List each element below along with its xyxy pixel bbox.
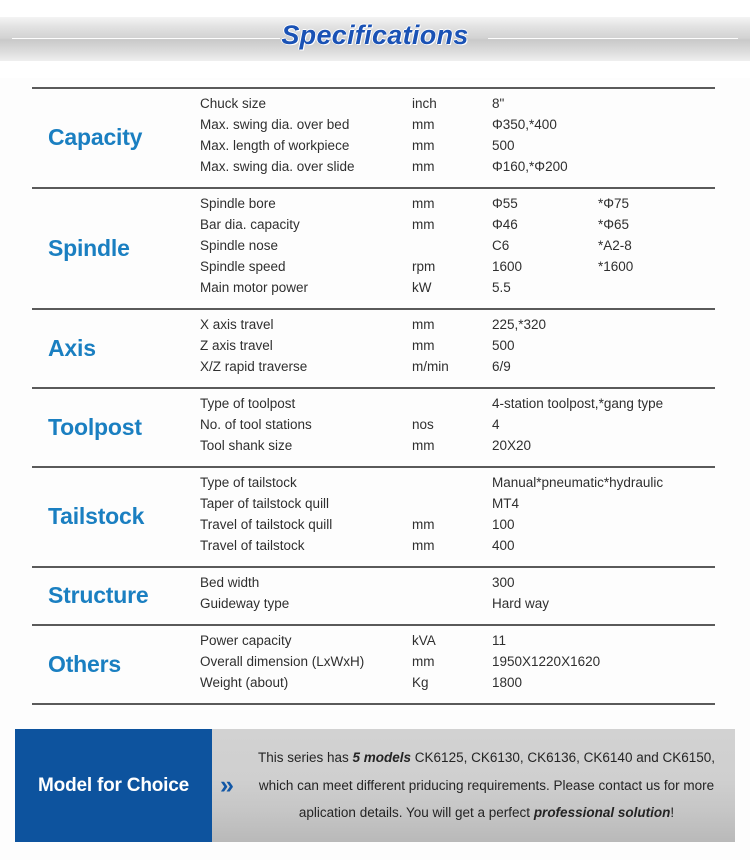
footer-text-run: CK6125, CK6130, CK6136, CK6140 and CK6150, which can meet different priducing requirements. Please contact us for more aplication details. You will get a perfect [258,749,716,821]
spec-item-name: Guideway type [200,596,290,611]
table-row [200,317,715,338]
spec-item-unit: mm [412,338,435,353]
spec-item-value: MT4 [492,496,519,511]
spec-item-unit: mm [412,117,435,132]
spec-item-unit: kW [412,280,432,295]
spec-item-name: Tool shank size [200,438,293,453]
table-row [200,575,715,596]
spec-item-value: 5.5 [492,280,511,295]
spec-item-value: Φ55 [492,196,518,211]
spec-item-value: 4-station toolpost,*gang type [492,396,664,411]
spec-item-unit: inch [412,96,437,111]
spec-item-name: Power capacity [200,633,292,648]
spec-item-value: 500 [492,338,515,353]
footer-emphasis: 5 models [352,749,412,765]
spec-item-value: 225,*320 [492,317,547,332]
spec-item-name: Spindle speed [200,259,286,274]
spec-section [32,189,715,310]
spec-item-name: Max. length of workpiece [200,138,350,153]
spec-item-name: Spindle nose [200,238,279,253]
footer-text-run: ! [670,805,675,821]
spec-item-name: No. of tool stations [200,417,312,432]
spec-item-value: Hard way [492,596,550,611]
spec-item-value: 300 [492,575,515,590]
spec-section-label: Spindle [48,234,130,261]
table-row [200,117,715,138]
table-row [200,596,715,617]
spec-section-label: Toolpost [48,413,142,440]
spec-item-value: Φ46 [492,217,518,232]
spec-item-unit: mm [412,159,435,174]
spec-section-label: Others [48,650,121,677]
footer-emphasis: professional solution [533,805,671,821]
footer-message-area [212,729,735,842]
spec-item-name: Weight (about) [200,675,289,690]
table-row [200,238,715,259]
spec-section-label: Structure [48,582,149,609]
spec-item-value: Φ350,*400 [492,117,557,132]
table-row [200,438,715,459]
spec-item-name: Max. swing dia. over bed [200,117,350,132]
spec-item-name: Chuck size [200,96,267,111]
spec-item-optional-value: *Φ75 [598,196,630,211]
spec-item-optional-value: *Φ65 [598,217,630,232]
spec-section-rows [200,633,715,696]
double-chevron-right-icon: » [220,770,230,799]
model-for-choice-badge: Model for Choice [15,729,212,842]
spec-item-unit: mm [412,517,435,532]
table-row [200,338,715,359]
spec-item-unit: mm [412,438,435,453]
spec-item-name: Z axis travel [200,338,273,353]
spec-section [32,310,715,389]
table-row [200,96,715,117]
table-row [200,675,715,696]
spec-item-value: 100 [492,517,515,532]
table-row [200,654,715,675]
spec-section-rows [200,575,715,617]
spec-item-name: Main motor power [200,280,309,295]
spec-item-name: X axis travel [200,317,274,332]
spec-item-name: Type of tailstock [200,475,297,490]
spec-item-unit: m/min [412,359,449,374]
spec-item-unit: mm [412,138,435,153]
spec-item-unit: mm [412,317,435,332]
spec-item-unit: rpm [412,259,436,274]
spec-section-label: Axis [48,334,96,361]
spec-item-value: 20X20 [492,438,532,453]
spec-item-unit: nos [412,417,434,432]
spec-item-value: Φ160,*Φ200 [492,159,568,174]
spec-section-rows [200,396,715,459]
spec-item-unit: mm [412,654,435,669]
page-header [0,0,750,78]
table-row [200,196,715,217]
table-row [200,496,715,517]
spec-item-unit: kVA [412,633,436,648]
spec-item-value: 500 [492,138,515,153]
spec-item-optional-value: *A2-8 [598,238,632,253]
spec-item-unit: mm [412,217,435,232]
spec-item-value: 11 [492,633,507,648]
spec-item-optional-value: *1600 [598,259,634,274]
spec-section [32,468,715,568]
spec-item-name: Travel of tailstock [200,538,305,553]
spec-item-unit: Kg [412,675,429,690]
model-for-choice-banner [0,729,750,854]
spec-section-rows [200,196,715,301]
spec-item-name: Type of toolpost [200,396,296,411]
spec-item-name: X/Z rapid traverse [200,359,308,374]
spec-section [32,626,715,703]
table-row [200,517,715,538]
specifications-table [32,87,715,705]
spec-item-name: Bed width [200,575,260,590]
table-row [200,359,715,380]
table-row [200,633,715,654]
spec-section [32,568,715,626]
spec-item-name: Overall dimension (LxWxH) [200,654,365,669]
spec-item-value: 8" [492,96,505,111]
spec-item-value: 6/9 [492,359,511,374]
spec-item-unit: mm [412,196,435,211]
spec-item-name: Travel of tailstock quill [200,517,333,532]
spec-section-rows [200,96,715,180]
table-row [200,417,715,438]
spec-item-name: Max. swing dia. over slide [200,159,355,174]
table-row [200,538,715,559]
table-row [200,259,715,280]
spec-section-label: Capacity [48,124,143,151]
spec-section [32,89,715,189]
spec-item-value: Manual*pneumatic*hydraulic [492,475,664,490]
spec-section-rows [200,475,715,559]
spec-item-value: C6 [492,238,510,253]
footer-text-run: This series has [257,749,353,765]
spec-section-label: Tailstock [48,503,145,530]
spec-section [32,389,715,468]
spec-item-value: 1950X1220X1620 [492,654,601,669]
table-row [200,396,715,417]
table-row [200,138,715,159]
spec-item-name: Taper of tailstock quill [200,496,330,511]
spec-item-value: 1600 [492,259,523,274]
spec-item-value: 4 [492,417,500,432]
table-row [200,280,715,301]
table-row [200,159,715,180]
table-row [200,217,715,238]
spec-section-rows [200,317,715,380]
spec-item-value: 1800 [492,675,523,690]
spec-item-name: Bar dia. capacity [200,217,300,232]
table-row [200,475,715,496]
spec-item-name: Spindle bore [200,196,276,211]
spec-item-value: 400 [492,538,515,553]
footer-panel [15,729,735,842]
footer-message-text [212,744,735,827]
page-title: Specifications [281,20,469,50]
spec-item-unit: mm [412,538,435,553]
